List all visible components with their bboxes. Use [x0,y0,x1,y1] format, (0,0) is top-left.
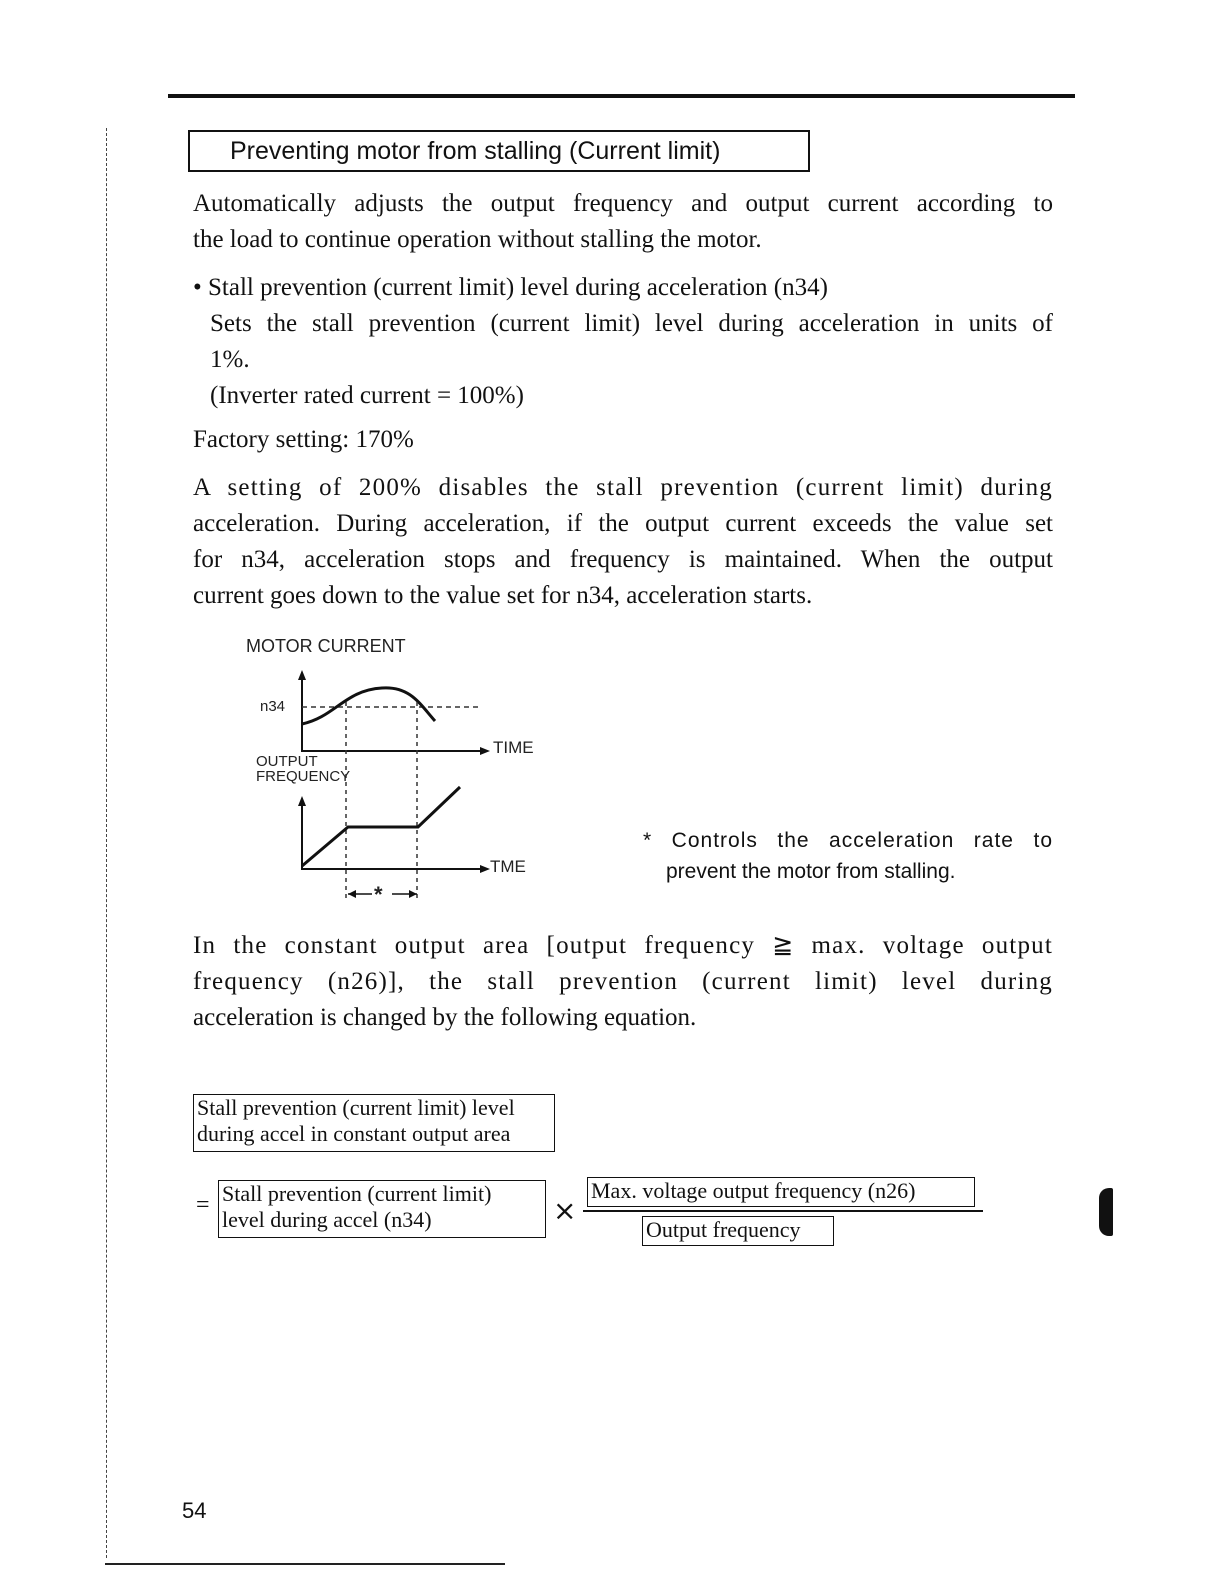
margin-line [106,128,108,1558]
bullet-heading: • Stall prevention (current limit) level during acceleration (n34) [193,274,828,301]
output-frequency-label [256,754,350,784]
edge-mark [1099,1188,1113,1236]
diagram-note-line-1: * Controls the acceleration rate to [643,829,1053,852]
diagram-note-line-2: prevent the motor from stalling. [666,860,956,883]
intro-line-1: Automatically adjusts the output frequency and output current according to [193,190,1053,217]
time-label-bottom: TME [490,857,526,876]
constant-output-paragraph [193,928,1053,1036]
body-line-3: for n34, acceleration stops and frequency is maintained. When the output [193,546,1053,573]
equation-term-line-2: level during accel (n34) [222,1207,432,1232]
page-number: 54 [182,1498,207,1523]
equation-lhs-line-2: during accel in constant output area [197,1121,511,1146]
body-paragraph [193,470,1053,614]
body-line-1: A setting of 200% disables the stall prevention (current limit) during [193,474,1053,501]
time-label-top: TIME [493,738,534,757]
top-rule [168,94,1075,98]
output-frequency-line-1: OUTPUT [256,753,318,770]
n34-label: n34 [260,698,286,715]
equation-lhs-line-1: Stall prevention (current limit) level [197,1095,515,1120]
body-line-2: acceleration. During acceleration, if the output current exceeds the value set [193,510,1053,537]
body-line-4: current goes down to the value set for n34, acceleration starts. [193,582,813,609]
output-frequency-line-2: FREQUENCY [256,768,351,785]
constant-output-line-2: frequency (n26)], the stall prevention (current limit) level during [193,968,1053,995]
motor-current-label: MOTOR CURRENT [246,636,406,656]
equation-term-line-1: Stall prevention (current limit) [222,1181,492,1206]
factory-setting: Factory setting: 170% [193,426,414,453]
asterisk-label: * [374,882,383,907]
section-title: Preventing motor from stalling (Current limit) [188,130,810,172]
constant-output-line-3: acceleration is changed by the following equation. [193,1004,697,1031]
equation-denominator: Output frequency [642,1216,834,1246]
timing-diagram [240,632,560,922]
equation-numerator: Max. voltage output frequency (n26) [587,1177,975,1207]
diagram-note [643,825,1053,887]
bullet-note: (Inverter rated current = 100%) [210,382,524,409]
equation-lhs-box [193,1094,555,1152]
fraction-bar [583,1210,983,1212]
intro-paragraph [193,186,1053,258]
bullet-desc-line-2: 1%. [210,346,250,373]
equation-equals: = [196,1192,210,1218]
footer-rule [105,1563,505,1565]
intro-line-2: the load to continue operation without stalling the motor. [193,226,762,253]
bullet-desc-line-1: Sets the stall prevention (current limit) level during acceleration in units of [210,310,1053,337]
constant-output-line-1: In the constant output area [output frequency ≧ max. voltage output [193,932,1053,959]
equation-term-box [218,1180,546,1238]
equation-times: × [553,1194,577,1227]
bullet-block [193,270,1053,414]
